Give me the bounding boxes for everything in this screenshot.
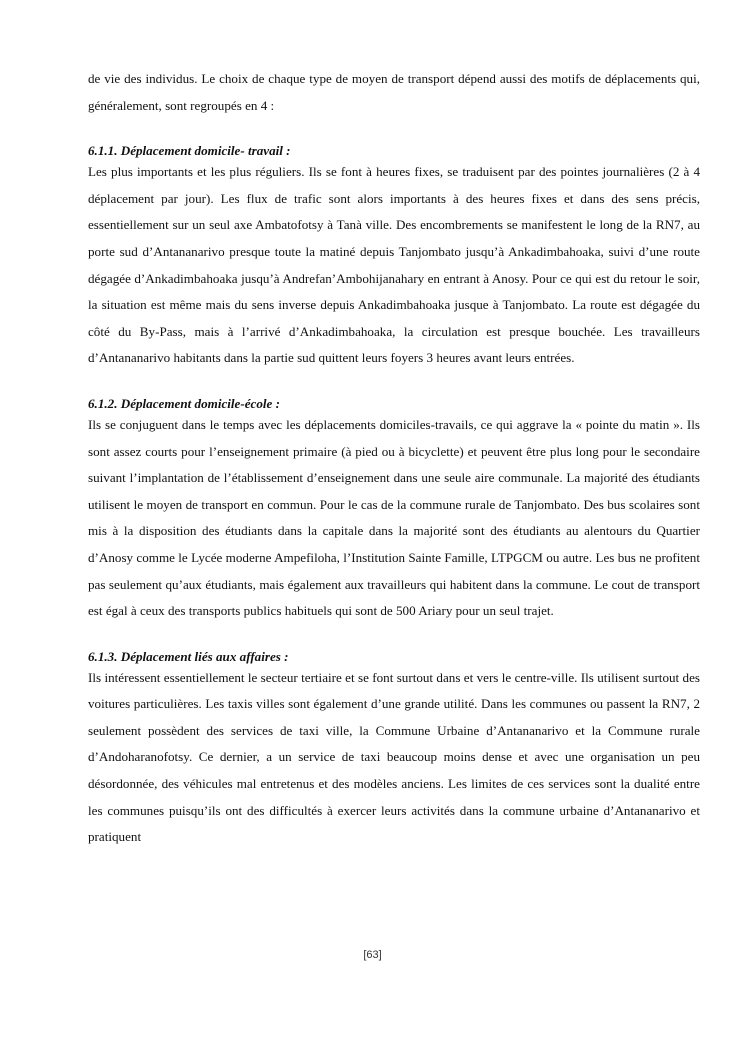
- section-body-2: Ils se conjuguent dans le temps avec les déplacements domiciles-travails, ce qui aggrave la « pointe du matin ». Ils sont assez courts pour l’enseignement primaire (à pied ou à bicyclette) et peuvent être plus long pour le secondaire suivant l’implantation de l’établissement d’enseignement dans une seule aire communale. La majorité des étudiants utilisent le moyen de transport en commun. Pour le cas de la commune rurale de Tanjombato. Des bus scolaires sont mis à la disposition des étudiants dans la capitale dans la majorité sont des étudiants au alentours du Quartier d’Anosy comme le Lycée moderne Ampefiloha, l’Institution Sainte Famille, LTPGCM ou autre. Les bus ne profitent pas seulement qu’aux étudiants, mais également aux travailleurs qui habitent dans la commune. Le cout de transport est égal à ceux des transports publics habituels qui sont de 500 Ariary pour un seul trajet.: [88, 416, 700, 619]
- section-heading-3: 6.1.3. Déplacement liés aux affaires :: [88, 648, 289, 664]
- page-number: [63]: [363, 949, 382, 961]
- spacer: [88, 372, 700, 396]
- spacer: [88, 625, 700, 649]
- section-heading-2: 6.1.2. Déplacement domicile-école :: [88, 395, 280, 411]
- document-page: [88, 66, 700, 851]
- section-heading-1: 6.1.1. Déplacement domicile- travail :: [88, 143, 291, 159]
- intro-paragraph: de vie des individus. Le choix de chaque type de moyen de transport dépend aussi des motifs de déplacements qui, généralement, sont regroupés en 4 :: [88, 71, 700, 113]
- section-body-3: Ils intéressent essentiellement le secteur tertiaire et se font surtout dans et vers le centre-ville. Ils utilisent surtout des voitures particulières. Les taxis villes sont également d’une grande utilité. Dans les communes ou passent la RN7, 2 seulement possèdent des services de taxi ville, la Commune Urbaine d’Antananarivo et la Commune rurale d’Andoharanofotsy. Ce dernier, a un service de taxi beaucoup moins dense et avec une organisation un peu désordonnée, des véhicules mal entretenus et des modèles anciens. Les limites de ces services sont la dualité entre les communes puisqu’ils ont des difficultés à exercer leurs activités dans la commune urbaine d’Antananarivo et pratiquent: [88, 669, 700, 845]
- spacer: [88, 119, 700, 143]
- section-body-1: Les plus importants et les plus réguliers. Ils se font à heures fixes, se traduisent par des pointes journalières (2 à 4 déplacement par jour). Les flux de trafic sont alors importants à des heures fixes et dans des sens précis, essentiellement sur un seul axe Ambatofotsy à Tanà ville. Des encombrements se manifestent le long de la RN7, au porte sud d’Antananarivo presque toute la matiné depuis Tanjombato jusqu’à Ankadimbahoaka, suivi d’une route dégagée d’Ankadimbahoaka jusqu’à Andrefan’Ambohijanahary en entrant à Anosy. Pour ce qui est du retour le soir, la situation est même mais du sens inverse depuis Ankadimbahoaka jusque à Tanjombato. La route est dégagée du côté du By-Pass, mais à l’arrivé d’Ankadimbahoaka, la circulation est presque bouchée. Les travailleurs d’Antananarivo habitants dans la partie sud quittent leurs foyers 3 heures avant leurs entrées.: [88, 164, 700, 366]
